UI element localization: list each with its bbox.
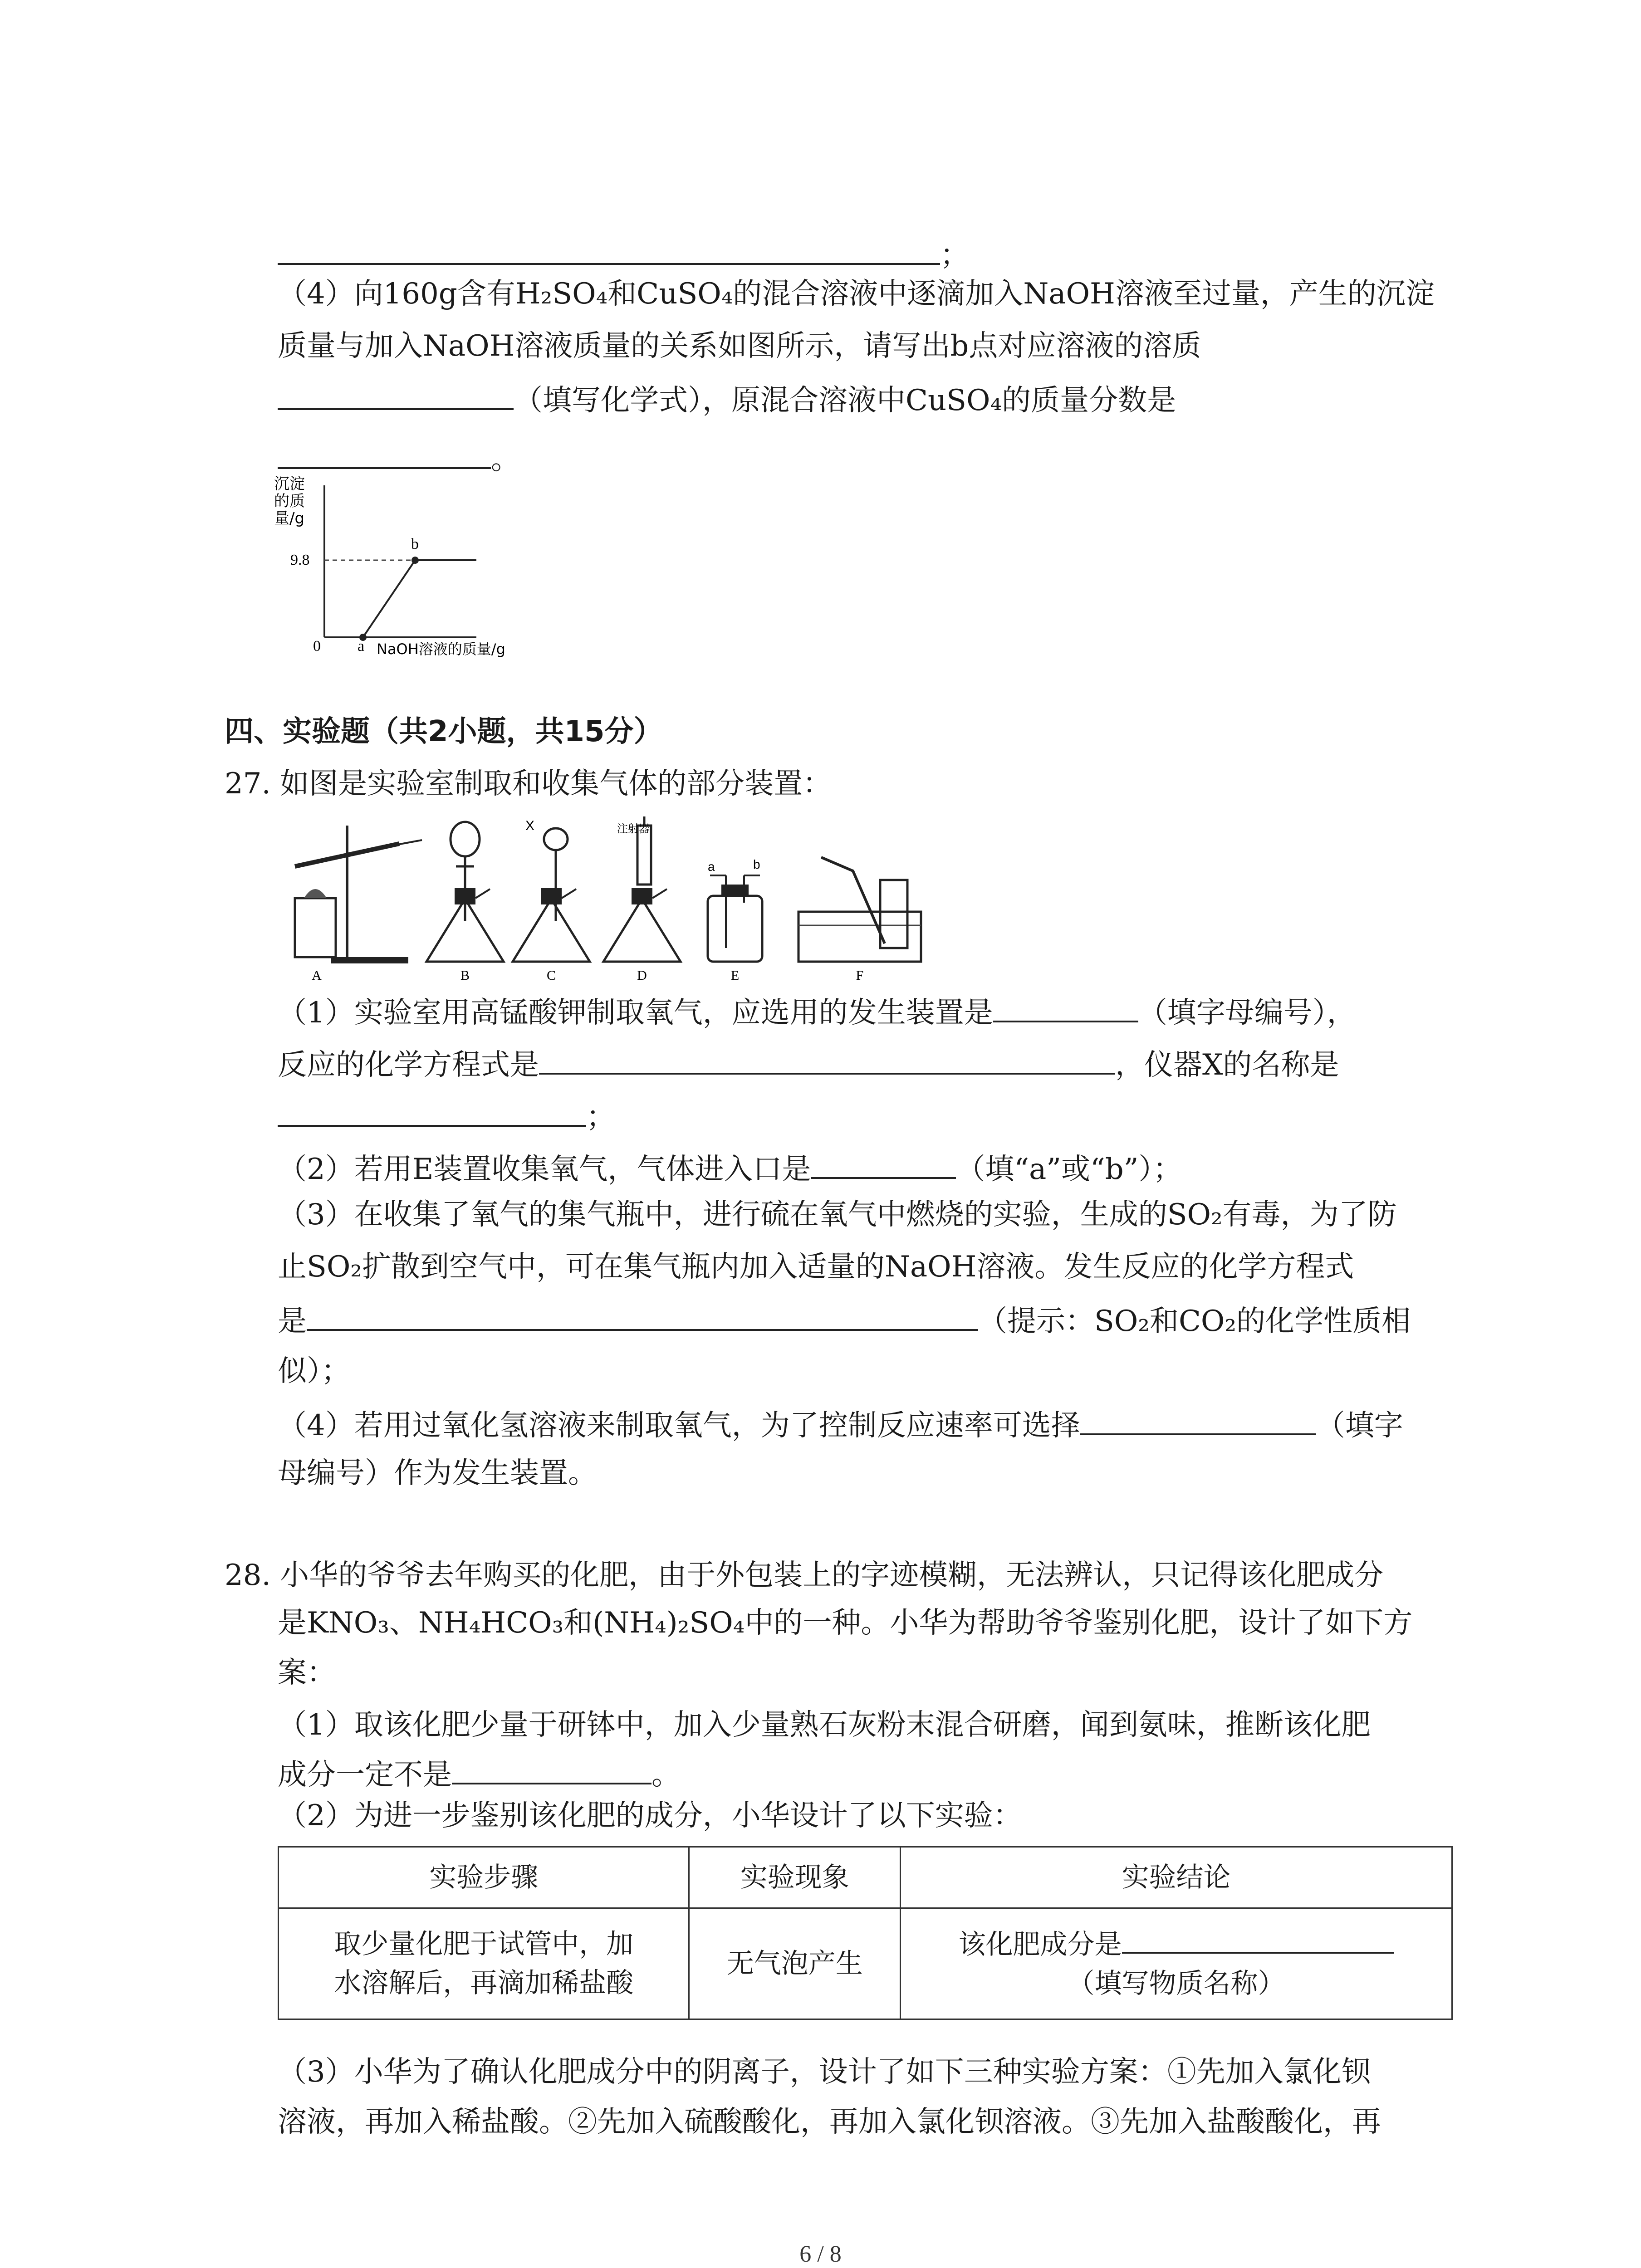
svg-text:C: C — [546, 968, 556, 982]
q27-part3-line4: 似）； — [278, 1354, 350, 1388]
q28-part2: （2）为进一步鉴别该化肥的成分，小华设计了以下实验： — [278, 1799, 1022, 1833]
table-header: 实验结论 — [901, 1847, 1452, 1908]
q27-part1-line3: ； — [278, 1093, 615, 1139]
precipitate-graph — [268, 472, 549, 662]
point-b-label: b — [411, 536, 419, 552]
answer-blank[interactable] — [1122, 1925, 1394, 1954]
answer-blank[interactable] — [278, 376, 514, 410]
y-axis-label-2: 的质 — [274, 492, 305, 510]
page-number: 6 / 8 — [799, 2241, 842, 2267]
y-axis-label-1: 沉淀 — [274, 475, 305, 493]
origin-label: 0 — [313, 638, 321, 655]
table-cell-step: 取少量化肥于试管中，加 水溶解后，再滴加稀盐酸 — [279, 1908, 689, 2019]
table-cell-phenomenon: 无气泡产生 — [689, 1908, 901, 2019]
table-header: 实验步骤 — [279, 1847, 689, 1908]
q27-part3-line1: （3）在收集了氧气的集气瓶中，进行硫在氧气中燃烧的实验，生成的SO₂有毒，为了防 — [278, 1198, 1397, 1232]
q27-part1-line2: 反应的化学方程式是 ，仪器X的名称是 — [278, 1041, 1339, 1087]
y-tick-9-8: 9.8 — [290, 552, 310, 568]
q28-part3-line1: （3）小华为了确认化肥成分中的阴离子，设计了如下三种实验方案：①先加入氯化钡 — [278, 2055, 1371, 2089]
q27-stem: 27. 如图是实验室制取和收集气体的部分装置： — [225, 767, 832, 801]
y-axis-label-3: 量/g — [274, 509, 305, 528]
q27-part4-line1: （4）若用过氧化氢溶液来制取氧气，为了控制反应速率可选择 （填字 — [278, 1402, 1403, 1447]
apparatus-d — [603, 816, 681, 982]
q26-part4-line3: （填写化学式），原混合溶液中CuSO₄的质量分数是 — [278, 376, 1176, 422]
apparatus-figure — [277, 812, 1484, 982]
q26-part4-line4: 。 — [278, 435, 520, 481]
q27-part3-line2: 止SO₂扩散到空气中，可在集气瓶内加入适量的NaOH溶液。发生反应的化学方程式 — [278, 1250, 1354, 1284]
answer-blank[interactable] — [452, 1751, 652, 1784]
point-a-label: a — [358, 638, 365, 655]
svg-text:B: B — [460, 968, 470, 982]
instrument-x-label: X — [525, 818, 535, 833]
answer-blank[interactable] — [539, 1041, 1115, 1075]
apparatus-a — [295, 826, 422, 982]
table-header-row — [279, 1847, 1452, 1908]
answer-blank[interactable] — [1080, 1402, 1316, 1435]
answer-blank[interactable] — [278, 435, 491, 469]
table-row — [279, 1908, 1452, 2019]
table-header: 实验现象 — [689, 1847, 901, 1908]
q27-part4-line2: 母编号）作为发生装置。 — [278, 1457, 597, 1490]
q28-line2: 是KNO₃、NH₄HCO₃和(NH₄)₂SO₄中的一种。小华为帮助爷爷鉴别化肥，设计了如下方 — [278, 1606, 1413, 1640]
experiment-table — [278, 1846, 1453, 2020]
apparatus-c — [513, 818, 590, 982]
apparatus-f — [798, 857, 921, 982]
series-rise — [363, 560, 415, 637]
apparatus-e — [708, 857, 762, 982]
answer-blank[interactable] — [278, 231, 940, 265]
q27-part2: （2）若用E装置收集氧气，气体进入口是 （填“a”或“b”）； — [278, 1145, 1182, 1191]
answer-blank[interactable] — [278, 1093, 586, 1127]
q28-part3-line2: 溶液，再加入稀盐酸。②先加入硫酸酸化，再加入氯化钡溶液。③先加入盐酸酸化，再 — [278, 2105, 1381, 2139]
svg-text:a: a — [708, 860, 715, 874]
answer-blank[interactable] — [307, 1297, 978, 1331]
answer-blank[interactable] — [993, 989, 1138, 1022]
syringe-label: 注射器 — [617, 822, 650, 835]
q26-part4-line2: 质量与加入NaOH溶液质量的关系如图所示，请写出b点对应溶液的溶质 — [278, 329, 1201, 363]
x-axis-label: NaOH溶液的质量/g — [377, 640, 505, 658]
q27-part1-line1: （1）实验室用高锰酸钾制取氧气，应选用的发生装置是 （填字母编号）， — [278, 989, 1356, 1035]
svg-text:E: E — [730, 968, 740, 982]
apparatus-b — [426, 822, 504, 982]
table-cell-conclusion: 该化肥成分是 （填写物质名称） — [901, 1908, 1452, 2019]
answer-blank[interactable] — [811, 1145, 956, 1179]
section-heading: 四、实验题（共2小题，共15分） — [225, 715, 663, 748]
q28-part1-line1: （1）取该化肥少量于研钵中，加入少量熟石灰粉末混合研磨，闻到氨味，推断该化肥 — [278, 1708, 1371, 1742]
svg-text:D: D — [637, 968, 647, 982]
q26-answer-line: ； — [278, 231, 969, 277]
q26-part4-line1: （4）向160g含有H₂SO₄和CuSO₄的混合溶液中逐滴加入NaOH溶液至过量，产生的沉淀 — [278, 277, 1435, 311]
q28-line1: 28. 小华的爷爷去年购买的化肥，由于外包装上的字迹模糊，无法辨认，只记得该化肥成分 — [225, 1559, 1384, 1592]
q28-line3: 案： — [278, 1656, 336, 1690]
svg-text:F: F — [856, 968, 864, 982]
point-b — [411, 557, 419, 564]
q27-part3-line3: 是 （提示：SO₂和CO₂的化学性质相 — [278, 1297, 1411, 1343]
q28-part1-line2: 成分一定不是 。 — [278, 1751, 681, 1797]
svg-text:A: A — [312, 968, 322, 982]
svg-text:b: b — [753, 857, 760, 871]
